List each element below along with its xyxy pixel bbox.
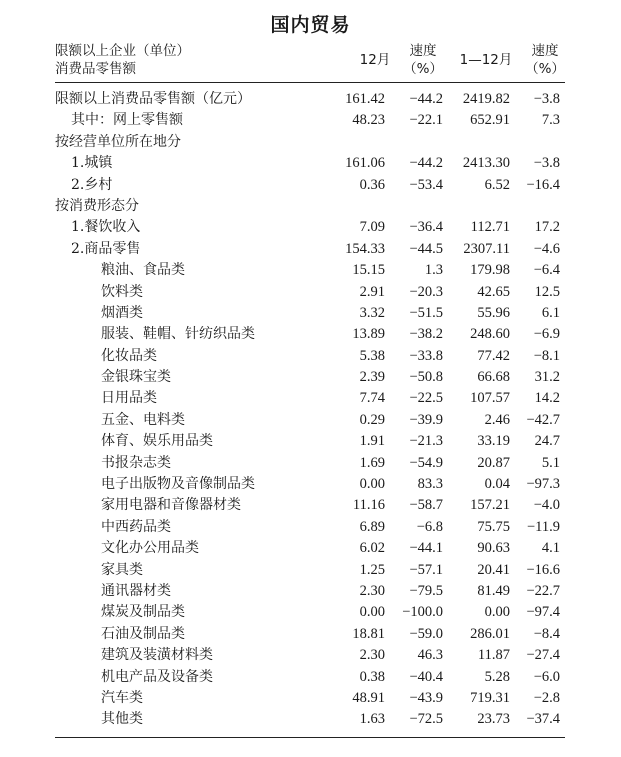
header-speed1-line2: （%） — [403, 61, 443, 77]
month-value: 7.09 — [359, 219, 385, 236]
row-label: 五金、电料类 — [101, 411, 185, 428]
month-speed: −53.4 — [409, 176, 443, 193]
header-label — [55, 42, 190, 78]
row-label: 服装、鞋帽、针纺织品类 — [101, 326, 255, 343]
month-value: 48.23 — [352, 112, 385, 129]
table-row — [55, 260, 565, 281]
month-value: 0.29 — [359, 411, 385, 428]
header-speed1 — [395, 42, 451, 78]
month-value: 5.38 — [359, 347, 385, 364]
cumulative-speed: 14.2 — [534, 390, 560, 407]
month-value: 3.32 — [359, 304, 385, 321]
month-speed: −57.1 — [409, 561, 443, 578]
cumulative-value: 23.73 — [477, 711, 510, 728]
table-row — [55, 709, 565, 730]
table-header — [55, 42, 565, 82]
row-label: 2.乡村 — [71, 176, 113, 193]
cumulative-speed: 4.1 — [541, 540, 560, 557]
month-value: 1.25 — [359, 561, 385, 578]
month-value: 13.89 — [352, 326, 385, 343]
cumulative-speed: 17.2 — [534, 219, 560, 236]
month-speed: 83.3 — [417, 476, 443, 493]
month-value: 11.16 — [352, 497, 385, 514]
month-speed: −59.0 — [409, 625, 443, 642]
month-speed: −44.1 — [409, 540, 443, 557]
row-label: 其中：网上零售额 — [71, 112, 183, 129]
cumulative-value: 11.87 — [477, 647, 510, 664]
row-label: 煤炭及制品类 — [101, 604, 185, 621]
cumulative-speed: −4.6 — [533, 240, 560, 257]
row-label: 家具类 — [101, 561, 143, 578]
cumulative-value: 112.71 — [470, 219, 510, 236]
row-label: 限额以上消费品零售额（亿元） — [55, 91, 251, 107]
month-value: 6.89 — [359, 518, 385, 535]
cumulative-value: 0.00 — [484, 604, 510, 621]
cumulative-speed: 24.7 — [534, 433, 560, 450]
month-value: 0.36 — [359, 176, 385, 193]
row-label: 中西药品类 — [101, 518, 171, 535]
cumulative-value: 75.75 — [477, 518, 510, 535]
month-speed: −22.1 — [409, 112, 443, 129]
header-speed2 — [520, 42, 570, 78]
cumulative-value: 0.04 — [484, 476, 510, 493]
header-month: 12月 — [359, 52, 391, 68]
month-value: 48.91 — [352, 689, 385, 706]
month-speed: −43.9 — [409, 689, 443, 706]
table-row — [55, 624, 565, 645]
month-value: 0.38 — [359, 668, 385, 685]
page-title: 国内贸易 — [270, 14, 351, 36]
month-value: 0.00 — [359, 604, 385, 621]
row-label: 2.商品零售 — [71, 240, 141, 257]
row-label: 按经营单位所在地分 — [55, 133, 181, 150]
cumulative-speed: −4.0 — [533, 497, 560, 514]
cumulative-speed: 31.2 — [534, 369, 560, 386]
month-value: 154.33 — [345, 240, 385, 257]
table-row — [55, 217, 565, 238]
cumulative-value: 90.63 — [477, 540, 510, 557]
cumulative-value: 5.28 — [484, 668, 510, 685]
cumulative-value: 20.41 — [477, 561, 510, 578]
cumulative-speed: −11.9 — [526, 518, 560, 535]
table-row — [55, 688, 565, 709]
cumulative-speed: −6.4 — [533, 262, 560, 279]
row-label: 烟酒类 — [101, 304, 143, 321]
month-value: 18.81 — [352, 625, 385, 642]
table-row — [55, 110, 565, 131]
row-label: 家用电器和音像器材类 — [101, 497, 241, 514]
cumulative-value: 2413.30 — [462, 155, 510, 172]
table-row — [55, 346, 565, 367]
table-row — [55, 303, 565, 324]
cumulative-value: 248.60 — [470, 326, 510, 343]
table-row — [55, 431, 565, 452]
cumulative-value: 286.01 — [470, 625, 510, 642]
row-label: 粮油、食品类 — [101, 262, 185, 279]
cumulative-speed: −37.4 — [526, 711, 560, 728]
month-value: 1.91 — [359, 433, 385, 450]
table-row — [55, 645, 565, 666]
month-speed: −51.5 — [409, 304, 443, 321]
header-speed2-line2: （%） — [525, 61, 565, 77]
cumulative-speed: −8.1 — [533, 347, 560, 364]
cumulative-value: 55.96 — [477, 304, 510, 321]
cumulative-speed: −16.4 — [526, 176, 560, 193]
cumulative-value: 157.21 — [470, 497, 510, 514]
month-speed: −44.5 — [409, 240, 443, 257]
month-value: 6.02 — [359, 540, 385, 557]
cumulative-value: 77.42 — [477, 347, 510, 364]
month-value: 0.00 — [359, 476, 385, 493]
month-value: 2.91 — [359, 283, 385, 300]
month-value: 161.42 — [345, 91, 385, 107]
header-rule — [55, 82, 565, 83]
row-label: 1.餐饮收入 — [71, 219, 141, 236]
header-label-line2: 消费品零售额 — [55, 61, 136, 77]
cumulative-speed: −8.4 — [533, 625, 560, 642]
row-label: 1.城镇 — [71, 155, 113, 172]
header-speed2-line1: 速度 — [531, 43, 559, 59]
month-speed: 1.3 — [424, 262, 443, 279]
month-speed: −39.9 — [409, 411, 443, 428]
month-speed: 46.3 — [417, 647, 443, 664]
row-label: 书报杂志类 — [101, 454, 171, 471]
month-value: 2.30 — [359, 582, 385, 599]
month-value: 2.30 — [359, 647, 385, 664]
cumulative-speed: −22.7 — [526, 582, 560, 599]
row-label: 日用品类 — [101, 390, 157, 407]
row-label: 按消费形态分 — [55, 197, 139, 214]
table-row — [55, 153, 565, 174]
table-row — [55, 667, 565, 688]
cumulative-value: 719.31 — [470, 689, 510, 706]
cumulative-speed: −6.0 — [533, 668, 560, 685]
table-row — [55, 560, 565, 581]
row-label: 金银珠宝类 — [101, 369, 171, 386]
table-row — [55, 410, 565, 431]
table-row — [55, 517, 565, 538]
table-row — [55, 324, 565, 345]
cumulative-speed: −2.8 — [533, 689, 560, 706]
month-speed: −54.9 — [409, 454, 443, 471]
table-row — [55, 495, 565, 516]
row-label: 电子出版物及音像制品类 — [101, 476, 255, 493]
table-row — [55, 453, 565, 474]
row-label: 石油及制品类 — [101, 625, 185, 642]
table-row — [55, 132, 565, 153]
row-label: 建筑及装潢材料类 — [101, 647, 213, 664]
row-label: 化妆品类 — [101, 347, 157, 364]
row-label: 饮料类 — [101, 283, 143, 300]
header-label-line1: 限额以上企业（单位） — [55, 43, 190, 59]
month-value: 1.69 — [359, 454, 385, 471]
month-speed: −72.5 — [409, 711, 443, 728]
cumulative-speed: 6.1 — [541, 304, 560, 321]
month-speed: −33.8 — [409, 347, 443, 364]
table-row — [55, 388, 565, 409]
month-value: 161.06 — [345, 155, 385, 172]
table-row — [55, 602, 565, 623]
row-label: 体育、娱乐用品类 — [101, 433, 213, 450]
row-label: 其他类 — [101, 711, 143, 728]
cumulative-value: 33.19 — [477, 433, 510, 450]
month-speed: −50.8 — [409, 369, 443, 386]
cumulative-speed: −27.4 — [526, 647, 560, 664]
month-speed: −6.8 — [416, 518, 443, 535]
table-row — [55, 581, 565, 602]
data-table — [55, 89, 565, 731]
table-row — [55, 175, 565, 196]
table-row — [55, 474, 565, 495]
cumulative-speed: 7.3 — [541, 112, 560, 129]
cumulative-value: 2419.82 — [462, 91, 510, 107]
cumulative-value: 66.68 — [477, 369, 510, 386]
month-speed: −36.4 — [409, 219, 443, 236]
cumulative-value: 107.57 — [470, 390, 510, 407]
bottom-rule — [55, 737, 565, 738]
month-value: 15.15 — [352, 262, 385, 279]
cumulative-value: 20.87 — [477, 454, 510, 471]
cumulative-value: 42.65 — [477, 283, 510, 300]
cumulative-speed: −6.9 — [533, 326, 560, 343]
row-label: 汽车类 — [101, 689, 143, 706]
month-speed: −44.2 — [409, 91, 443, 107]
cumulative-value: 6.52 — [484, 176, 510, 193]
cumulative-speed: 5.1 — [541, 454, 560, 471]
cumulative-value: 2.46 — [484, 411, 510, 428]
cumulative-speed: 12.5 — [534, 283, 560, 300]
cumulative-value: 2307.11 — [463, 240, 510, 257]
month-speed: −38.2 — [409, 326, 443, 343]
table-row — [55, 239, 565, 260]
cumulative-speed: −3.8 — [533, 155, 560, 172]
cumulative-value: 81.49 — [477, 582, 510, 599]
cumulative-speed: −42.7 — [526, 411, 560, 428]
month-speed: −79.5 — [409, 582, 443, 599]
cumulative-speed: −16.6 — [526, 561, 560, 578]
month-speed: −20.3 — [409, 283, 443, 300]
month-value: 7.74 — [359, 390, 385, 407]
table-row — [55, 196, 565, 217]
row-label: 机电产品及设备类 — [101, 668, 213, 685]
month-value: 1.63 — [359, 711, 385, 728]
cumulative-speed: −3.8 — [533, 91, 560, 107]
cumulative-speed: −97.3 — [526, 476, 560, 493]
header-speed1-line1: 速度 — [409, 43, 437, 59]
month-speed: −100.0 — [402, 604, 443, 621]
table-row — [55, 367, 565, 388]
month-speed: −40.4 — [409, 668, 443, 685]
month-speed: −21.3 — [409, 433, 443, 450]
cumulative-value: 179.98 — [470, 262, 510, 279]
month-speed: −22.5 — [409, 390, 443, 407]
cumulative-speed: −97.4 — [526, 604, 560, 621]
month-speed: −44.2 — [409, 155, 443, 172]
table-row — [55, 538, 565, 559]
table-row — [55, 282, 565, 303]
month-speed: −58.7 — [409, 497, 443, 514]
month-value: 2.39 — [359, 369, 385, 386]
header-cumulative: 1—12月 — [459, 52, 513, 68]
row-label: 文化办公用品类 — [101, 540, 199, 557]
cumulative-value: 652.91 — [470, 112, 510, 129]
table-row — [55, 89, 565, 110]
row-label: 通讯器材类 — [101, 582, 171, 599]
